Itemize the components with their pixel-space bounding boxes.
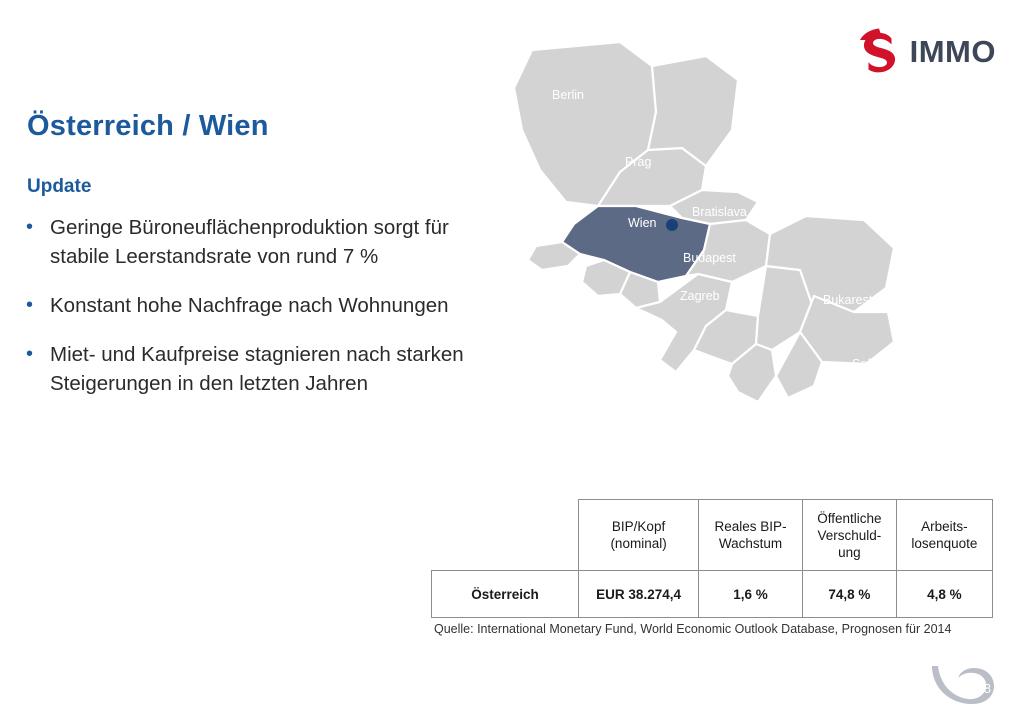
header-line: ung	[838, 544, 861, 560]
table-header-real-gdp-growth	[699, 500, 803, 571]
table-cell-country: Österreich	[432, 571, 579, 618]
central-eastern-europe-map	[470, 20, 1010, 440]
page-subtitle: Update	[27, 176, 92, 197]
table-header-unemployment	[896, 500, 992, 571]
bullet-text: Miet- und Kaufpreise stagnieren nach starken Steigerungen in den letzten Jahren	[50, 343, 464, 395]
header-line: BIP/Kopf	[611, 519, 666, 534]
list-item	[24, 340, 484, 398]
table-cell-unemployment: 4,8 %	[896, 571, 992, 618]
header-line: (nominal)	[610, 536, 667, 551]
header-line: Verschuld-	[817, 527, 882, 543]
map-city-wien: Wien	[628, 216, 657, 230]
bullet-text: Konstant hohe Nachfrage nach Wohnungen	[50, 294, 449, 317]
map-city-berlin: Berlin	[552, 88, 584, 102]
map-city-bratislava: Bratislava	[692, 205, 747, 219]
page-number: 8	[983, 681, 991, 696]
map-city-budapest: Budapest	[683, 251, 736, 265]
map-city-sofia: Sofia	[852, 357, 881, 371]
map-city-zagreb: Zagreb	[680, 289, 720, 303]
table-header-row	[432, 500, 993, 571]
bullet-icon: •	[26, 216, 34, 238]
map-city-prag: Prag	[625, 155, 652, 169]
list-item	[24, 213, 484, 271]
logo-text: IMMO	[909, 33, 996, 69]
table-row	[432, 571, 993, 618]
table-cell-gdp-per-capita: EUR 38.274,4	[579, 571, 699, 618]
map-marker-wien	[666, 219, 678, 231]
statistics-table	[431, 499, 993, 618]
table-header-gdp-per-capita	[579, 500, 699, 571]
bullet-text: Geringe Büroneuflächenproduktion sorgt für stabile Leerstandsrate von rund 7 %	[50, 216, 449, 268]
bullet-list	[24, 213, 484, 418]
page-title: Österreich / Wien	[27, 110, 269, 142]
header-line: Arbeits-	[921, 519, 968, 534]
header-line: losenquote	[911, 536, 978, 551]
bullet-icon: •	[26, 343, 34, 365]
header-line: Reales BIP-	[714, 519, 787, 534]
list-item	[24, 291, 484, 320]
table-header-blank	[432, 500, 579, 571]
table-source-note: Quelle: International Monetary Fund, World Economic Outlook Database, Prognosen für 2014	[434, 622, 952, 636]
bullet-icon: •	[26, 294, 34, 316]
table-cell-public-debt: 74,8 %	[802, 571, 896, 618]
map-city-bukarest: Bukarest	[823, 293, 873, 307]
header-line: Öffentliche	[817, 510, 882, 526]
table-header-public-debt	[802, 500, 896, 571]
table-cell-real-gdp-growth: 1,6 %	[699, 571, 803, 618]
header-line: Wachstum	[718, 536, 783, 551]
